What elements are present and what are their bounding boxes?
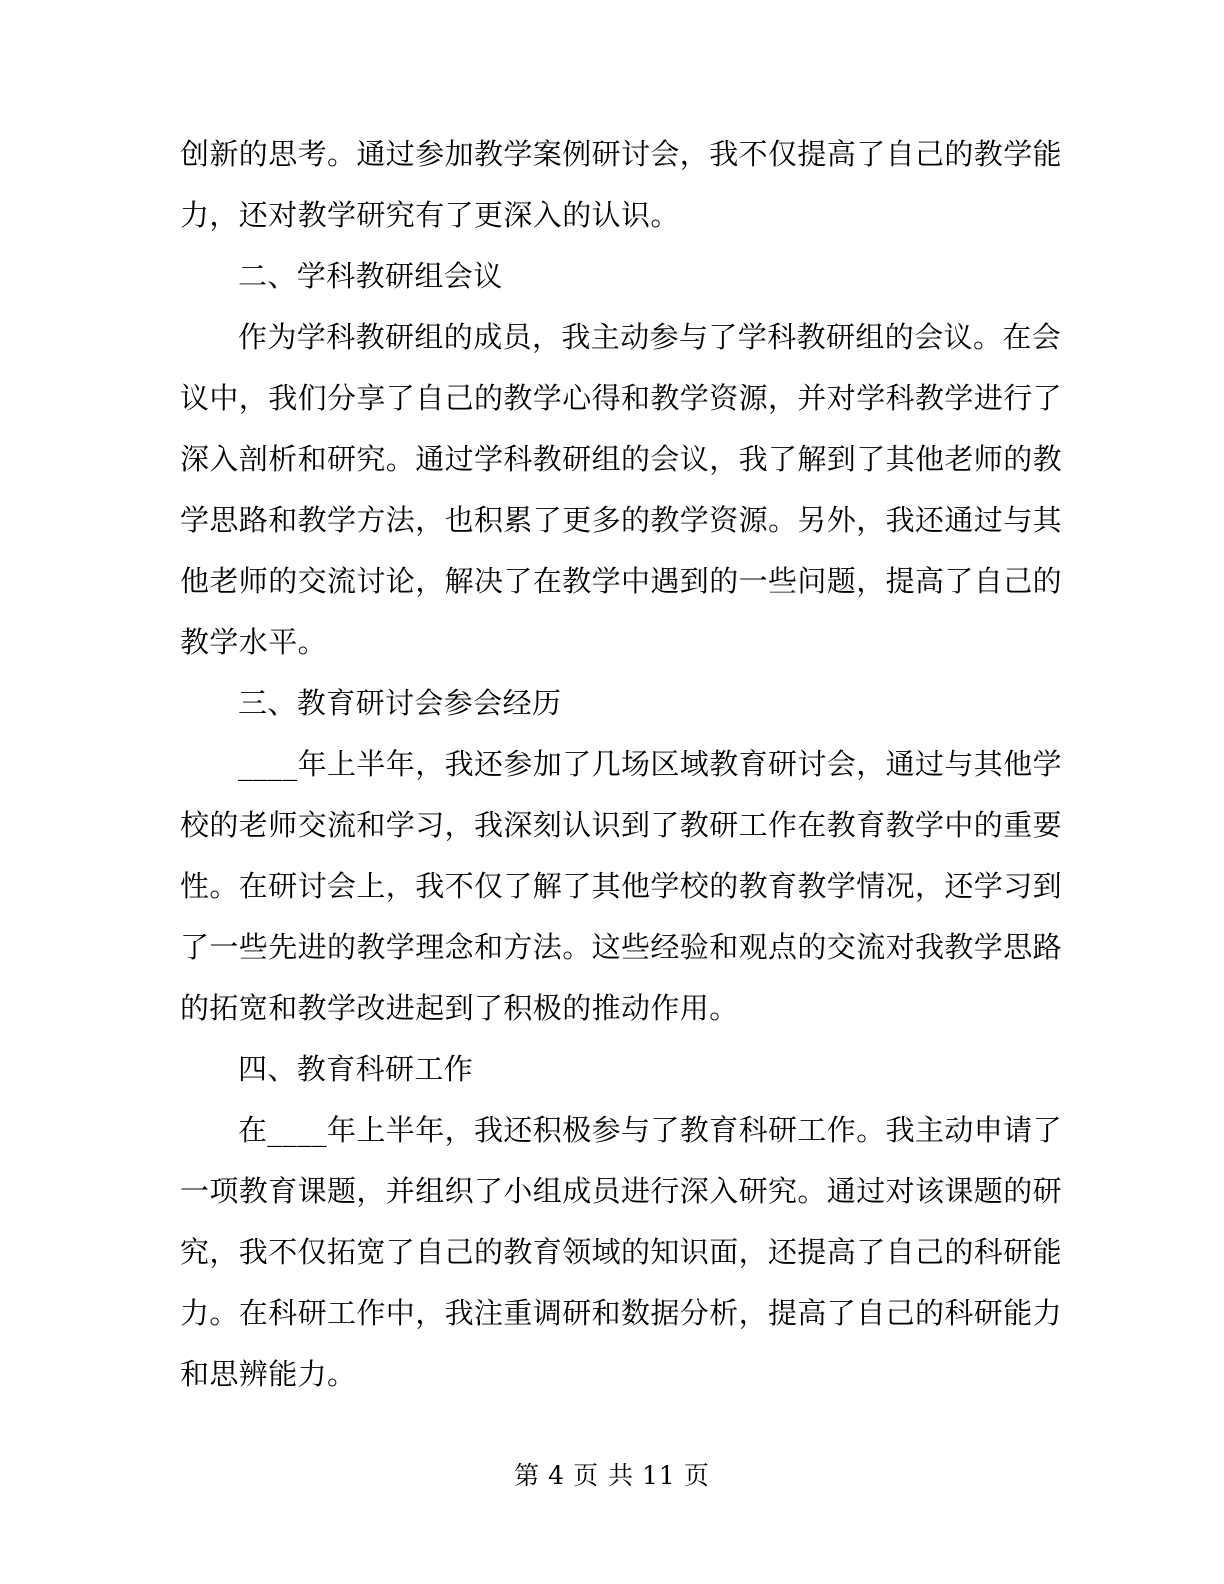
text-line: ____年上半年，我还参加了几场区域教育研讨会，通过与其他学	[238, 747, 1063, 781]
text-line: 究，我不仅拓宽了自己的教育领域的知识面，还提高了自己的科研能	[180, 1235, 1063, 1269]
page-number: 4	[548, 1461, 566, 1490]
text-line: 力，还对教学研究有了更深入的认识。	[180, 198, 680, 232]
text-line: 作为学科教研组的成员，我主动参与了学科教研组的会议。在会	[238, 320, 1062, 354]
section-heading: 二、学科教研组会议	[238, 259, 503, 293]
text-line: 议中，我们分享了自己的教学心得和教学资源，并对学科教学进行了	[180, 381, 1063, 415]
text-line: 在____年上半年，我还积极参与了教育科研工作。我主动申请了	[238, 1113, 1063, 1147]
page-footer	[0, 1458, 1224, 1494]
text-line: 和思辨能力。	[180, 1357, 357, 1391]
text-line: 校的老师交流和学习，我深刻认识到了教研工作在教育教学中的重要	[180, 808, 1063, 842]
text-line: 深入剖析和研究。通过学科教研组的会议，我了解到了其他老师的教	[180, 442, 1063, 476]
text-line: 性。在研讨会上，我不仅了解了其他学校的教育教学情况，还学习到	[180, 869, 1063, 903]
text-line: 一项教育课题，并组织了小组成员进行深入研究。通过对该课题的研	[180, 1174, 1063, 1208]
text-line: 了一些先进的教学理念和方法。这些经验和观点的交流对我教学思路	[180, 930, 1063, 964]
text-line: 他老师的交流讨论，解决了在教学中遇到的一些问题，提高了自己的	[180, 564, 1063, 598]
text-line: 力。在科研工作中，我注重调研和数据分析，提高了自己的科研能力	[180, 1296, 1063, 1330]
footer-suffix: 页	[683, 1461, 710, 1490]
text-line: 教学水平。	[180, 625, 328, 659]
footer-prefix: 第	[514, 1461, 541, 1490]
text-line: 学思路和教学方法，也积累了更多的教学资源。另外，我还通过与其	[180, 503, 1063, 537]
document-body	[180, 124, 1063, 1405]
text-line: 创新的思考。通过参加教学案例研讨会，我不仅提高了自己的教学能	[180, 137, 1063, 171]
footer-middle: 页 共	[573, 1461, 635, 1490]
section-heading: 四、教育科研工作	[238, 1052, 474, 1086]
total-pages: 11	[642, 1461, 676, 1490]
text-line: 的拓宽和教学改进起到了积极的推动作用。	[180, 991, 739, 1025]
section-heading: 三、教育研讨会参会经历	[238, 686, 562, 720]
